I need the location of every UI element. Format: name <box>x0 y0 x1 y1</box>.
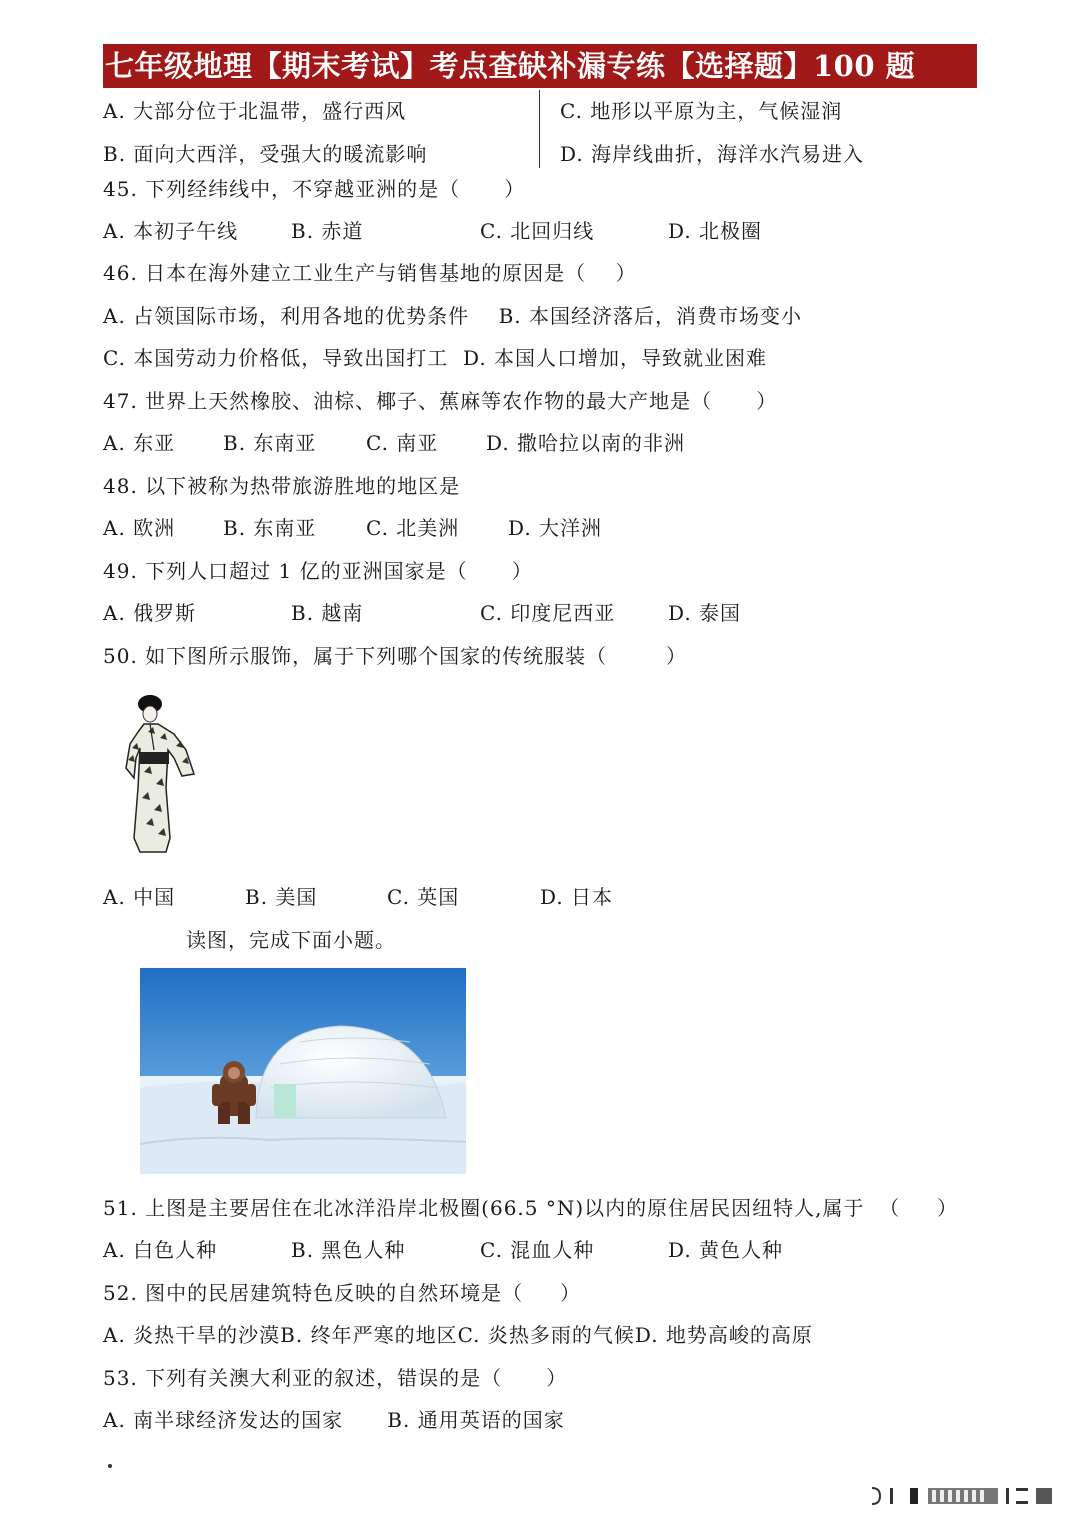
q52-stem: 52. 图中的民居建筑特色反映的自然环境是（ ） <box>103 1281 581 1305</box>
q48-option-b: B. 东南亚 <box>223 516 317 540</box>
q49-option-d: D. 泰国 <box>668 601 742 625</box>
q50-option-d: D. 日本 <box>540 885 614 909</box>
q46-options-cd: C. 本国劳动力价格低，导致出国打工 D. 本国人口增加，导致就业困难 <box>103 346 768 370</box>
q49-option-b: B. 越南 <box>291 601 364 625</box>
q50-option-b: B. 美国 <box>245 885 318 909</box>
q48-option-d: D. 大洋洲 <box>508 516 603 540</box>
q46-stem: 46. 日本在海外建立工业生产与销售基地的原因是（ ） <box>103 261 637 285</box>
q48-stem: 48. 以下被称为热带旅游胜地的地区是 <box>103 474 461 498</box>
q48-option-c: C. 北美洲 <box>366 516 460 540</box>
q45-option-a: A. 本初子午线 <box>103 219 239 243</box>
q44-option-a: A. 大部分位于北温带，盛行西风 <box>103 99 407 123</box>
page-title-banner: 七年级地理【期末考试】考点查缺补漏专练【选择题】100 题 <box>103 44 977 88</box>
q49-stem: 49. 下列人口超过 1 亿的亚洲国家是（ ） <box>103 559 533 583</box>
q52-options: A. 炎热干旱的沙漠B. 终年严寒的地区C. 炎热多雨的气候D. 地势高峻的高原 <box>103 1323 813 1347</box>
q50-option-c: C. 英国 <box>387 885 460 909</box>
q53-stem: 53. 下列有关澳大利亚的叙述，错误的是（ ） <box>103 1366 568 1390</box>
kimono-figure-illustration <box>110 688 210 858</box>
q47-option-d: D. 撒哈拉以南的非洲 <box>486 431 686 455</box>
q45-option-d: D. 北极圈 <box>668 219 763 243</box>
q47-option-c: C. 南亚 <box>366 431 439 455</box>
q44-option-d: D. 海岸线曲折，海洋水汽易进入 <box>560 142 865 166</box>
q44-option-c: C. 地形以平原为主，气候湿润 <box>560 99 843 123</box>
q47-option-a: A. 东亚 <box>103 431 176 455</box>
q50-stem: 50. 如下图所示服饰，属于下列哪个国家的传统服装（ ） <box>103 644 688 668</box>
bullet-dot <box>108 1464 112 1468</box>
q51-option-b: B. 黑色人种 <box>291 1238 406 1262</box>
column-divider <box>539 90 540 168</box>
q48-option-a: A. 欧洲 <box>103 516 176 540</box>
q45-stem: 45. 下列经纬线中，不穿越亚洲的是（ ） <box>103 177 526 201</box>
q44-option-b: B. 面向大西洋，受强大的暖流影响 <box>103 142 428 166</box>
q51-option-a: A. 白色人种 <box>103 1238 218 1262</box>
read-prompt: 读图，完成下面小题。 <box>186 928 396 952</box>
q50-option-a: A. 中国 <box>103 885 176 909</box>
q51-option-d: D. 黄色人种 <box>668 1238 784 1262</box>
q49-option-a: A. 俄罗斯 <box>103 601 197 625</box>
q45-option-c: C. 北回归线 <box>480 219 595 243</box>
q49-option-c: C. 印度尼西亚 <box>480 601 616 625</box>
q47-option-b: B. 东南亚 <box>223 431 317 455</box>
q47-stem: 47. 世界上天然橡胶、油棕、椰子、蕉麻等农作物的最大产地是（ ） <box>103 389 778 413</box>
q46-options-ab: A. 占领国际市场，利用各地的优势条件 B. 本国经济落后，消费市场变小 <box>103 304 802 328</box>
q53-options-ab: A. 南半球经济发达的国家 B. 通用英语的国家 <box>103 1408 565 1432</box>
q45-option-b: B. 赤道 <box>291 219 364 243</box>
q51-option-c: C. 混血人种 <box>480 1238 595 1262</box>
igloo-photo <box>140 968 466 1174</box>
q51-stem: 51. 上图是主要居住在北冰洋沿岸北极圈(66.5 °N)以内的原住居民因纽特人,属于 （ ） <box>103 1196 959 1220</box>
bottom-toolbar-icons <box>866 1486 1056 1506</box>
